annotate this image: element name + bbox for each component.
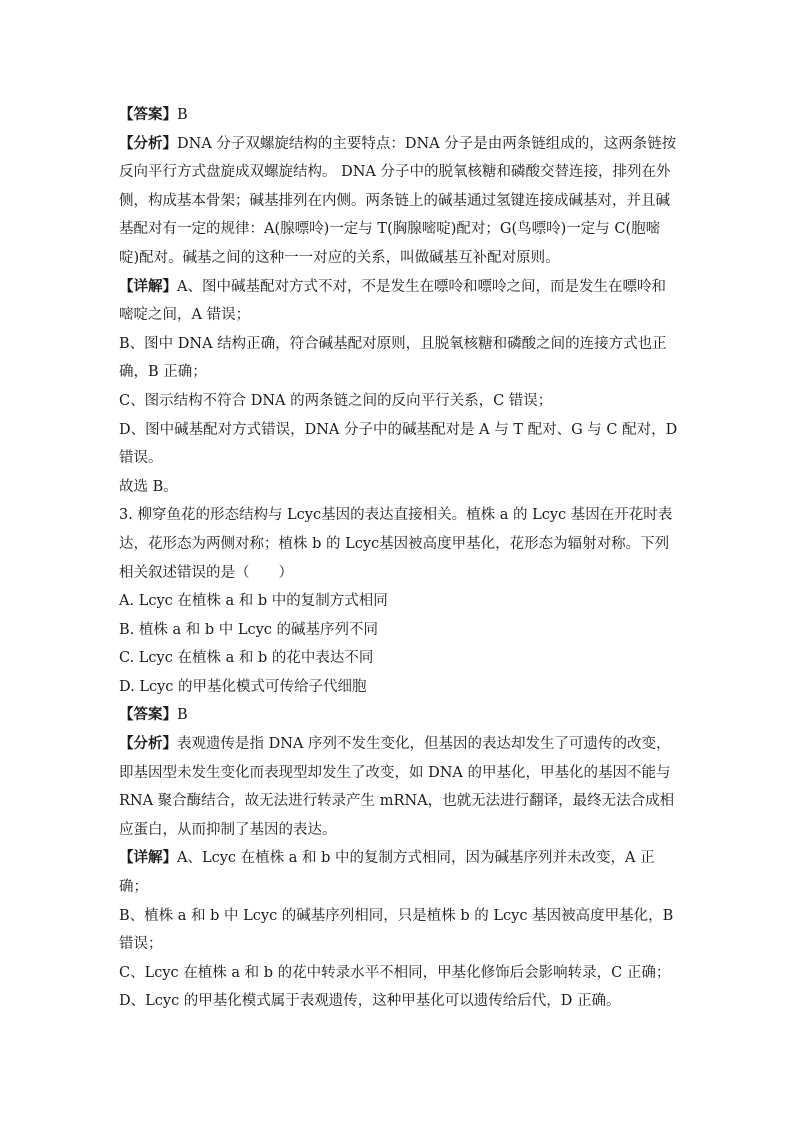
answer-tag: 【答案】 (119, 706, 177, 724)
detail-q2-c: C、图示结构不符合 DNA 的两条链之间的反向平行关系，C 错误； (119, 392, 553, 409)
answer-q2 (119, 101, 679, 130)
question-3: 3. 柳穿鱼花的形态结构与 Lcyc基因的表达直接相关。植株 a 的 Lcyc 基因在开花时表达，花形态为两侧对称；植株 b 的 Lcyc基因被高度甲基化，花形态为辐射对称。下列相关叙述错误的是（ ） (119, 507, 673, 581)
detail-q2-d: D、图中碱基配对方式错误，DNA 分子中的碱基配对是 A 与 T 配对、G 与 C 配对，D 错误。 (119, 421, 678, 467)
detail-tag: 【详解】 (119, 277, 177, 295)
detail-tag: 【详解】 (119, 849, 177, 867)
conclusion-q2: 故选 B。 (119, 478, 178, 495)
detail-q3-c: C、Lcyc 在植株 a 和 b 的花中转录水平不相同，甲基化修饰后会影响转录，C 正确； (119, 964, 671, 981)
option-d: D. Lcyc 的甲基化模式可传给子代细胞 (119, 678, 367, 695)
analysis-tag: 【分析】 (119, 735, 177, 753)
analysis-q3 (119, 730, 679, 844)
detail-text: A、图中碱基配对方式不对，不是发生在嘌呤和嘌呤之间，而是发生在嘌呤和嘧啶之间，A 错误； (119, 278, 666, 324)
option-a: A. Lcyc 在植株 a 和 b 中的复制方式相同 (119, 593, 388, 610)
answer-tag: 【答案】 (119, 106, 177, 123)
analysis-tag: 【分析】 (119, 134, 177, 152)
analysis-text: 表观遗传是指 DNA 序列不发生变化，但基因的表达却发生了可遗传的改变，即基因型未发生变化而表现型却发生了改变，如 DNA 的甲基化，甲基化的基因不能与 RNA 聚合酶结合，故无法进行转录产生 mRNA，也就无法进行翻译，最终无法合成相应蛋白，从而抑制了基因的表达。 (119, 736, 675, 838)
detail-text: A、Lcyc 在植株 a 和 b 中的复制方式相同，因为碱基序列并未改变，A 正确； (119, 850, 655, 896)
detail-q3 (119, 844, 679, 901)
analysis-q2 (119, 130, 679, 273)
option-b: B. 植株 a 和 b 中 Lcyc 的碱基序列不同 (119, 621, 379, 638)
detail-q2-b: B、图中 DNA 结构正确，符合碱基配对原则，且脱氧核糖和磷酸之间的连接方式也正确，B 正确； (119, 335, 667, 381)
option-c: C. Lcyc 在植株 a 和 b 的花中表达不同 (119, 650, 374, 667)
answer-text: B (177, 707, 188, 724)
detail-q3-b: B、植株 a 和 b 中 Lcyc 的碱基序列相同，只是植株 b 的 Lcyc 基因被高度甲基化，B 错误； (119, 907, 674, 953)
answer-text: B (177, 107, 188, 123)
answer-q3 (119, 701, 679, 730)
document-body (119, 101, 679, 1016)
detail-q3-d: D、Lcyc 的甲基化模式属于表观遗传，这种甲基化可以遗传给后代，D 正确。 (119, 993, 621, 1010)
detail-q2 (119, 273, 679, 330)
analysis-text: DNA 分子双螺旋结构的主要特点：DNA 分子是由两条链组成的，这两条链按反向平行方式盘旋成双螺旋结构。 DNA 分子中的脱氧核糖和磷酸交替连接，排列在外侧，构成基本骨架；碱基排列在内侧。两条链上的碱基通过氢键连接成碱基对，并且碱基配对有一定的规律：A(腺嘌呤)一定与 T(胸腺嘧啶)配对；G(鸟嘌呤)一定与 C(胞嘧啶)配对。碱基之间的这种一一对应的关系，叫做碱基互补配对原则。 (119, 135, 677, 266)
